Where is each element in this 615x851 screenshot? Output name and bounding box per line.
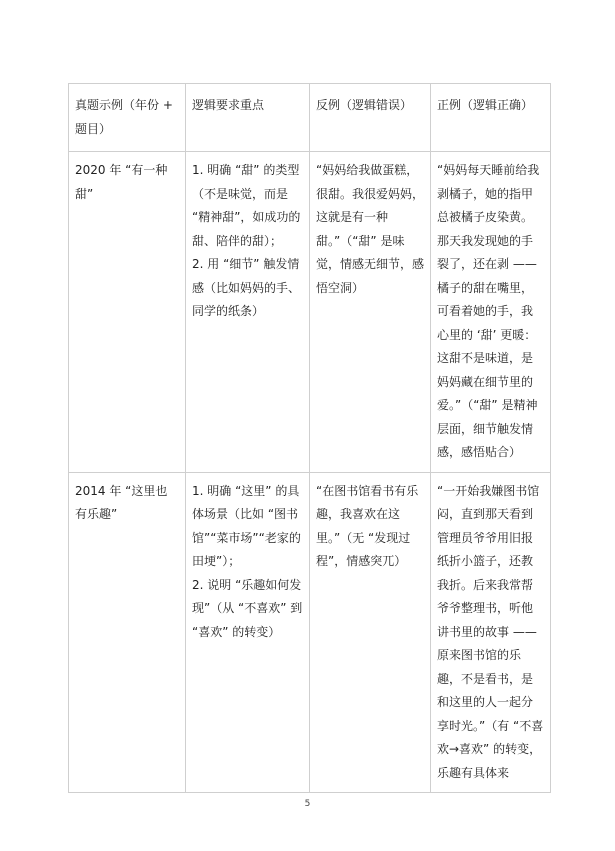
table-header-row: [69, 84, 551, 152]
table-row: [69, 152, 551, 473]
header-right-example: 正例（逻辑正确）: [431, 84, 551, 152]
cell-topic: 2020 年 “有一种甜”: [69, 152, 186, 473]
cell-right-example: “妈妈每天睡前给我剥橘子，她的指甲总被橘子皮染黄。那天我发现她的手裂了，还在剥 —— 橘子的甜在嘴里，可看着她的手，我心里的 ‘甜’ 更暖：这甜不是味道，是妈妈藏在细节里的爱。”（“甜” 是精神层面，细节触发情感，感悟贴合）: [431, 152, 551, 473]
cell-requirement: 1. 明确 “甜” 的类型（不是味觉，而是 “精神甜”，如成功的甜、陪伴的甜）； 2. 用 “细节” 触发情感（比如妈妈的手、同学的纸条）: [186, 152, 310, 473]
header-topic: 真题示例（年份 + 题目）: [69, 84, 186, 152]
cell-wrong-example: “在图书馆看书有乐趣，我喜欢在这里。”（无 “发现过程”，情感突兀）: [310, 472, 431, 793]
exam-logic-table: [68, 83, 551, 793]
header-requirement: 逻辑要求重点: [186, 84, 310, 152]
cell-wrong-example: “妈妈给我做蛋糕，很甜。我很爱妈妈，这就是有一种甜。”（“甜” 是味觉，情感无细节，感悟空洞）: [310, 152, 431, 473]
cell-right-example: “一开始我嫌图书馆闷，直到那天看到管理员爷爷用旧报纸折小篮子，还教我折。后来我常帮爷爷整理书，听他讲书里的故事 —— 原来图书馆的乐趣，不是看书，是和这里的人一起分享时光。”（有 “不喜欢→喜欢” 的转变，乐趣有具体来: [431, 472, 551, 793]
cell-topic: 2014 年 “这里也有乐趣”: [69, 472, 186, 793]
table-row: [69, 472, 551, 793]
header-wrong-example: 反例（逻辑错误）: [310, 84, 431, 152]
page-number: 5: [304, 799, 311, 809]
cell-requirement: 1. 明确 “这里” 的具体场景（比如 “图书馆”“菜市场”“老家的田埂”）； 2. 说明 “乐趣如何发现”（从 “不喜欢” 到 “喜欢” 的转变）: [186, 472, 310, 793]
